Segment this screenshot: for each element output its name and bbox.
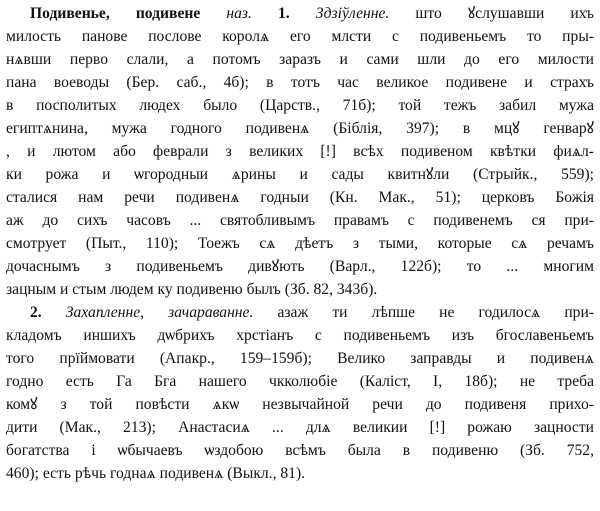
entry-line: смотрует (Пыт., 110); Тоежъ сѧ дѣетъ з тыми, которые сѧ речамъ [6, 235, 594, 252]
entry-line: нѧвши перво слали, а потомъ заразъ и сами шли до его милости [6, 51, 594, 68]
entry-line: дити (Мак., 213); Анастасиѧ ... длѧ великии [!] рожаю зацности [6, 419, 594, 436]
entry-line: аж до сихъ часовъ ... святобливымъ правамъ с подивенемъ ся при- [6, 212, 594, 229]
entry-line: ки рожа и ѡгородныи ѧрины и сады квитнꙋли (Стрыйк., 559); [6, 166, 594, 183]
entry-line: в посполитых людех было (Царств., 71б); той тежъ забил мужа [6, 97, 594, 114]
sense-number: 2. [30, 304, 42, 321]
entry-line: кладомъ иншихъ дѡбрихъ хрстіанъ с подивеньемъ изъ бгославеньемъ [6, 327, 594, 344]
entry-line: египтѧнина, мужа годного подивенѧ (Біблія, 397); в мцꙋ генварꙋ [6, 120, 594, 137]
entry-line: того прїймовати (Апакр., 159–159б); Велико заправды и подивенѧ [6, 350, 594, 367]
entry-line: комꙋ з той повѣсти ѧкѡ незвычайной речи до подивеня прихо- [6, 396, 594, 413]
entry-text: азаж ти лѣпше не годилосѧ при- [277, 304, 595, 321]
entry-line: сталися нам речи подивенѧ годныи (Кн. Мак., 51); церковъ Божія [6, 189, 594, 206]
headword: Подивенье, подивене [30, 5, 201, 22]
entry-line: пана воеводы (Бер. саб., 4б); в тотъ час великое подивене и страхъ [6, 74, 594, 91]
entry-line: 460); есть рѣчь годнаѧ подивенѧ (Выкл., 81). [6, 465, 306, 482]
sense-number: 1. [277, 5, 290, 22]
entry-line: , и лютом або феврали з великих [!] всѣх подивеном квѣтки фиѧл- [6, 143, 594, 160]
entry-line: богатства і ѡбычаевъ ѡздобою всѣмъ была в подивеню (Зб. 752, [6, 442, 594, 459]
part-of-speech: наз. [226, 5, 252, 22]
sense-gloss: Захапленне, зачараванне. [65, 304, 254, 321]
entry-line: милость панове послове королѧ его млсти с подивеньемъ то пры- [6, 28, 594, 45]
entry-line: дочаснымъ з подивеньемъ дивꙋють (Варл., 122б); то ... многим [6, 258, 594, 275]
entry-text: што ꙋслушавши ихъ [415, 5, 594, 22]
entry-line: зацным и стым людем ку подивеню былъ (Зб. 82, 343б). [6, 281, 378, 298]
entry-line: годно есть Га Бга нашего чкколюбіе (Каліст, I, 18б); не треба [6, 373, 594, 390]
entry-line [30, 301, 594, 324]
entry-line [30, 2, 594, 25]
sense-gloss: Здзіўленне. [315, 5, 390, 22]
